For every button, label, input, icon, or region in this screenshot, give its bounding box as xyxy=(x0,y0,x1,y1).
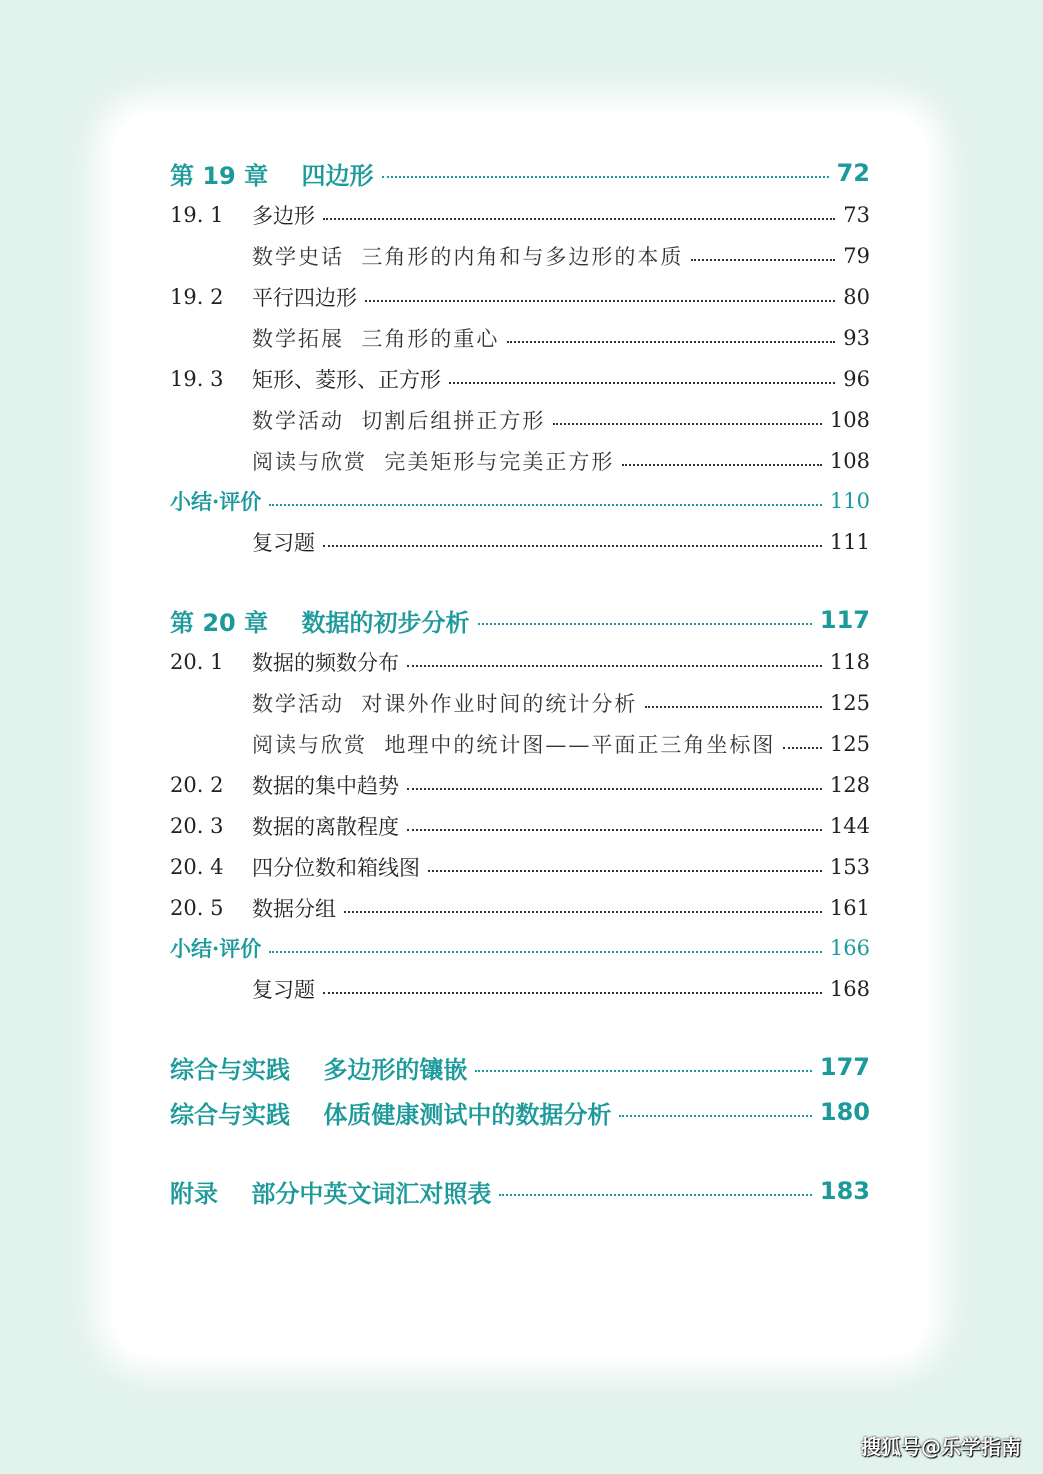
toc-entry-chapter[interactable] xyxy=(170,1094,870,1130)
dot-leader xyxy=(323,992,822,994)
entry-title: 阅读与欣赏 完美矩形与完美正方形 xyxy=(252,450,615,474)
entry-title: 综合与实践 体质健康测试中的数据分析 xyxy=(170,1100,612,1129)
entry-title: 小结·评价 xyxy=(170,936,262,961)
toc-entry-sub[interactable] xyxy=(170,726,870,762)
page-number: 125 xyxy=(829,732,870,756)
page-number: 72 xyxy=(836,159,870,187)
entry-title: 综合与实践 多边形的镶嵌 xyxy=(170,1055,468,1084)
dot-leader xyxy=(449,382,835,384)
entry-title: 多边形 xyxy=(252,204,315,228)
toc-entry-section[interactable] xyxy=(170,524,870,560)
dot-leader xyxy=(365,300,835,302)
toc-entry-summary[interactable] xyxy=(170,483,870,519)
section-number: 19. 2 xyxy=(170,285,224,309)
dot-leader xyxy=(344,911,822,913)
entry-title: 矩形、菱形、正方形 xyxy=(252,368,441,392)
entry-title: 四分位数和箱线图 xyxy=(252,856,420,880)
toc-entry-chapter[interactable] xyxy=(170,155,870,191)
dot-leader xyxy=(507,341,835,343)
dot-leader xyxy=(553,423,822,425)
section-number: 20. 3 xyxy=(170,814,224,838)
entry-title: 平行四边形 xyxy=(252,286,357,310)
page-number: 110 xyxy=(829,489,870,513)
toc-entry-chapter[interactable] xyxy=(170,1173,870,1209)
section-number: 20. 1 xyxy=(170,650,224,674)
page-number: 93 xyxy=(843,326,870,350)
page-number: 144 xyxy=(829,814,870,838)
watermark: 搜狐号@乐学指南 xyxy=(861,1435,1021,1459)
dot-leader xyxy=(499,1194,811,1196)
toc-entry-section[interactable] xyxy=(170,849,870,885)
toc-entry-sub[interactable] xyxy=(170,443,870,479)
entry-title: 数学拓展 三角形的重心 xyxy=(252,327,500,351)
toc-entry-section[interactable] xyxy=(170,197,870,233)
page-number: 166 xyxy=(829,936,870,960)
dot-leader xyxy=(622,464,822,466)
entry-title: 数据的集中趋势 xyxy=(252,774,399,798)
entry-title: 数学活动 切割后组拼正方形 xyxy=(252,409,546,433)
dot-leader xyxy=(645,706,822,708)
page-number: 96 xyxy=(843,367,870,391)
toc-entry-sub[interactable] xyxy=(170,402,870,438)
dot-leader xyxy=(691,259,835,261)
page-number: 73 xyxy=(843,203,870,227)
dot-leader xyxy=(619,1115,811,1117)
toc-entry-chapter[interactable] xyxy=(170,1049,870,1085)
dot-leader xyxy=(475,1070,811,1072)
page-number: 183 xyxy=(819,1177,870,1205)
page-number: 180 xyxy=(819,1098,870,1126)
page-number: 108 xyxy=(829,449,870,473)
toc-entry-sub[interactable] xyxy=(170,238,870,274)
section-number: 20. 5 xyxy=(170,896,224,920)
entry-title: 附录 部分中英文词汇对照表 xyxy=(170,1179,492,1208)
entry-title: 数据分组 xyxy=(252,897,336,921)
section-number: 19. 3 xyxy=(170,367,224,391)
toc-entry-summary[interactable] xyxy=(170,930,870,966)
toc-entry-chapter[interactable] xyxy=(170,602,870,638)
dot-leader xyxy=(323,218,835,220)
page-number: 168 xyxy=(829,977,870,1001)
toc-entry-section[interactable] xyxy=(170,971,870,1007)
toc-entry-section[interactable] xyxy=(170,279,870,315)
entry-title: 复习题 xyxy=(252,531,315,555)
page-number: 117 xyxy=(819,606,870,634)
page-number: 161 xyxy=(829,896,870,920)
dot-leader xyxy=(478,623,812,625)
dot-leader xyxy=(382,176,829,178)
page-number: 118 xyxy=(829,650,870,674)
entry-title: 数据的频数分布 xyxy=(252,651,399,675)
page-number: 79 xyxy=(843,244,870,268)
page-number: 111 xyxy=(829,530,870,554)
dot-leader xyxy=(407,829,822,831)
entry-title: 数学史话 三角形的内角和与多边形的本质 xyxy=(252,245,684,269)
dot-leader xyxy=(407,788,822,790)
entry-title: 小结·评价 xyxy=(170,489,262,514)
entry-title: 数据的离散程度 xyxy=(252,815,399,839)
section-number: 19. 1 xyxy=(170,203,224,227)
dot-leader xyxy=(407,665,822,667)
toc-entry-section[interactable] xyxy=(170,644,870,680)
page-number: 108 xyxy=(829,408,870,432)
dot-leader xyxy=(783,747,822,749)
page-number: 80 xyxy=(843,285,870,309)
dot-leader xyxy=(269,504,822,506)
page-number: 128 xyxy=(829,773,870,797)
dot-leader xyxy=(269,951,822,953)
toc-entry-sub[interactable] xyxy=(170,685,870,721)
entry-title: 复习题 xyxy=(252,978,315,1002)
toc-entry-section[interactable] xyxy=(170,808,870,844)
toc-entry-section[interactable] xyxy=(170,767,870,803)
entry-title: 第 20 章 数据的初步分析 xyxy=(170,608,470,637)
dot-leader xyxy=(428,870,822,872)
page-number: 125 xyxy=(829,691,870,715)
toc-entry-section[interactable] xyxy=(170,361,870,397)
dot-leader xyxy=(323,545,822,547)
section-number: 20. 2 xyxy=(170,773,224,797)
page-number: 177 xyxy=(819,1053,870,1081)
section-number: 20. 4 xyxy=(170,855,224,879)
toc-entry-section[interactable] xyxy=(170,890,870,926)
entry-title: 第 19 章 四边形 xyxy=(170,161,374,190)
page-number: 153 xyxy=(829,855,870,879)
entry-title: 数学活动 对课外作业时间的统计分析 xyxy=(252,692,638,716)
entry-title: 阅读与欣赏 地理中的统计图——平面正三角坐标图 xyxy=(252,733,776,757)
toc-entry-sub[interactable] xyxy=(170,320,870,356)
